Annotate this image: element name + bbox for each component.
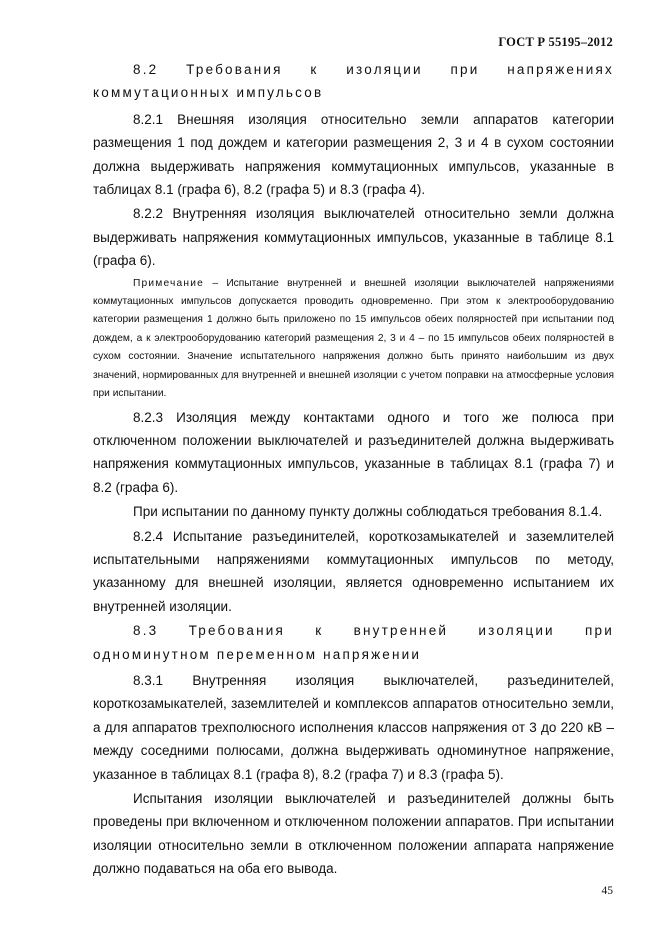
page-number: 45 bbox=[601, 885, 613, 897]
paragraph-8-2-3-requirement: При испытании по данному пункту должны соблюдаться требования 8.1.4. bbox=[133, 504, 603, 520]
document-code: ГОСТ Р 55195–2012 bbox=[498, 35, 613, 49]
note-paragraph bbox=[93, 275, 614, 404]
section-heading-8-2: 8.2 Требования к изоляции при напряжениях коммутационных импульсов bbox=[93, 62, 614, 101]
document-body bbox=[93, 58, 614, 882]
paragraph-8-3-1: 8.3.1 Внутренняя изоляция выключателей, разъединителей, короткозамыкателей, заземлителей и комплексов аппаратов относительно земли, а для аппаратов трехполюсного исполнения классов напряжения от 3 до 220 кВ – между соседними полюсами, должна выдерживать одноминутное напряжение, указанное в таблицах 8.1 (графа 8), 8.2 (графа 7) и 8.3 (графа 5). bbox=[93, 672, 614, 782]
paragraph-8-2-4: 8.2.4 Испытание разъединителей, короткозамыкателей и заземлителей испытательными напряжениями коммутационных импульсов по методу, указанному для внешней изоляции, является одновременно испытанием их внутренней изоляции. bbox=[93, 528, 614, 614]
paragraph-8-2-3: 8.2.3 Изоляция между контактами одного и того же полюса при отключенном положении выключателей и разъединителей должна выдерживать напряжения коммутационных импульсов, указанные в таблицах 8.1 (графа 7) и 8.2 (графа 6). bbox=[93, 409, 614, 495]
paragraph-8-2-2: 8.2.2 Внутренняя изоляция выключателей относительно земли должна выдерживать напряжения коммутационных импульсов, указанные в таблице 8.1 (графа 6). bbox=[93, 206, 614, 269]
paragraph-8-3-1-tests: Испытания изоляции выключателей и разъединителей должны быть проведены при включенном и отключенном положении аппаратов. При испытании изоляции относительно земли в отключенном положении аппарата напряжение должно подаваться на оба его вывода. bbox=[93, 791, 614, 877]
paragraph-8-2-1: 8.2.1 Внешняя изоляция относительно земли аппаратов категории размещения 1 под дождем и категории размещения 2, 3 и 4 в сухом состоянии должна выдерживать напряжения коммутационных импульсов, указанные в таблицах 8.1 (графа 6), 8.2 (графа 5) и 8.3 (графа 4). bbox=[93, 111, 614, 198]
section-heading-8-3: 8.3 Требования к внутренней изоляции при одноминутном переменном напряжении bbox=[93, 623, 614, 662]
note-text: – Испытание внутренней и внешней изоляции выключателей напряжениями коммутационных импульсов допускается проводить одновременно. При этом к электрооборудованию категории размещения 1 должно быть приложено по 15 импульсов обеих полярностей при испытании под дождем, а к электрооборудованию категорий размещения 2, 3 и 4 – по 15 импульсов обеих полярностей в сухом состоянии. Значение испытательного напряжения должно быть принято наибольшим из двух значений, нормированных для внутренней и внешней изоляции с учетом поправки на атмосферные условия при испытании. bbox=[93, 277, 614, 400]
note-label: Примечание bbox=[133, 277, 204, 289]
